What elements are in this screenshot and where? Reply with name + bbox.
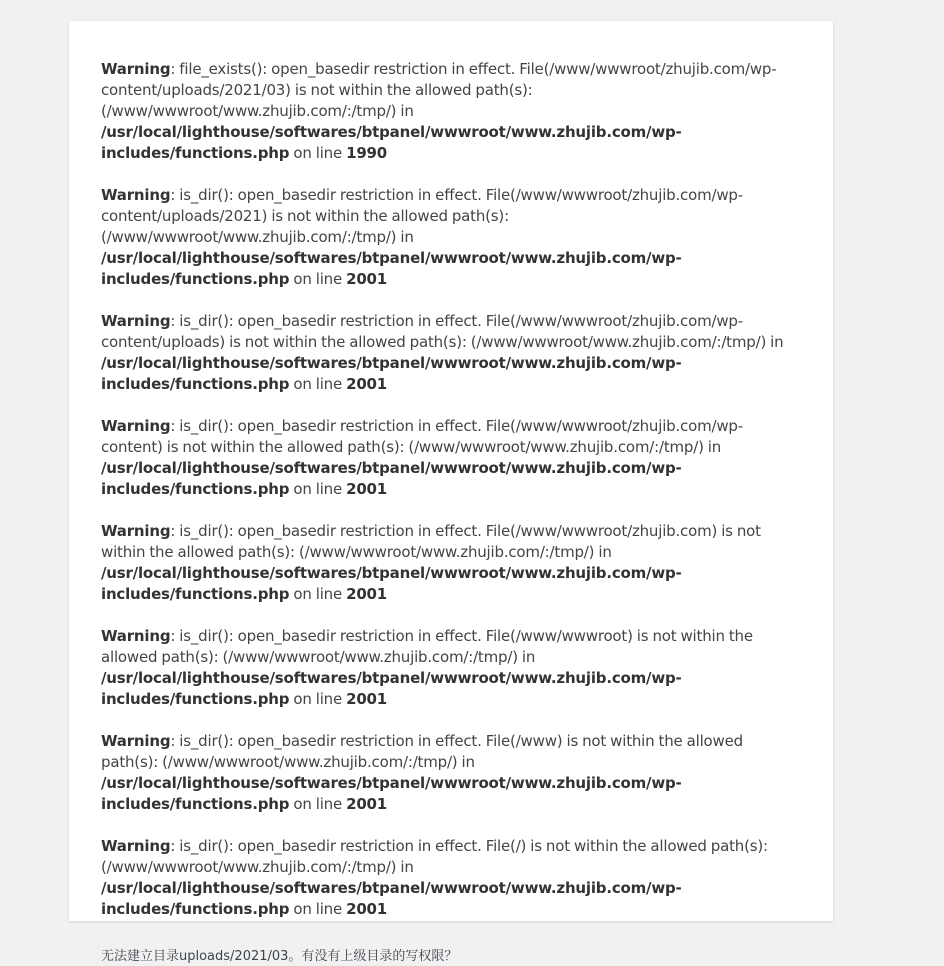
on-line-text: on line [289,585,347,603]
warning-message: : is_dir(): open_basedir restriction in effect. File(/www) is not within the allowed path(s): (/www/wwwroot/www.zhujib.com/:/tmp/) in [101,732,743,771]
warning-line-number: 2001 [346,270,388,288]
warning-file-path: /usr/local/lighthouse/softwares/btpanel/wwwroot/www.zhujib.com/wp-includes/functions.php [101,123,682,162]
php-warning [101,59,801,164]
warning-line-number: 2001 [346,690,388,708]
warning-line-number: 1990 [346,144,388,162]
warning-label: Warning [101,186,171,204]
warning-label: Warning [101,312,171,330]
php-warning [101,416,801,500]
warning-file-path: /usr/local/lighthouse/softwares/btpanel/wwwroot/www.zhujib.com/wp-includes/functions.php [101,354,682,393]
on-line-text: on line [289,270,347,288]
warning-message: : file_exists(): open_basedir restriction in effect. File(/www/wwwroot/zhujib.com/wp-content/uploads/2021/03) is not within the allowed path(s): (/www/wwwroot/www.zhujib.com/:/tmp/) in [101,60,777,120]
warning-file-path: /usr/local/lighthouse/softwares/btpanel/wwwroot/www.zhujib.com/wp-includes/functions.php [101,564,682,603]
php-warning [101,731,801,815]
php-warning [101,185,801,290]
warning-line-number: 2001 [346,900,388,918]
warning-line-number: 2001 [346,795,388,813]
warning-file-path: /usr/local/lighthouse/softwares/btpanel/wwwroot/www.zhujib.com/wp-includes/functions.php [101,249,682,288]
upload-error-message: 无法建立目录uploads/2021/03。有没有上级目录的写权限？ [101,949,458,964]
warning-file-path: /usr/local/lighthouse/softwares/btpanel/wwwroot/www.zhujib.com/wp-includes/functions.php [101,879,682,918]
on-line-text: on line [289,690,347,708]
warning-message: : is_dir(): open_basedir restriction in effect. File(/www/wwwroot/zhujib.com/wp-content/uploads) is not within the allowed path(s): (/www/wwwroot/www.zhujib.com/:/tmp/) in [101,312,784,351]
php-warning [101,311,801,395]
warning-message: : is_dir(): open_basedir restriction in effect. File(/www/wwwroot/zhujib.com/wp-content/uploads/2021) is not within the allowed path(s): (/www/wwwroot/www.zhujib.com/:/tmp/) in [101,186,743,246]
warning-line-number: 2001 [346,375,388,393]
php-warning [101,836,801,920]
warning-message: : is_dir(): open_basedir restriction in effect. File(/www/wwwroot/zhujib.com) is not within the allowed path(s): (/www/wwwroot/www.zhujib.com/:/tmp/) in [101,522,761,561]
warning-message: : is_dir(): open_basedir restriction in effect. File(/www/wwwroot/zhujib.com/wp-content) is not within the allowed path(s): (/www/wwwroot/www.zhujib.com/:/tmp/) in [101,417,743,456]
warning-label: Warning [101,522,171,540]
warning-label: Warning [101,732,171,750]
warning-file-path: /usr/local/lighthouse/softwares/btpanel/wwwroot/www.zhujib.com/wp-includes/functions.php [101,774,682,813]
on-line-text: on line [289,144,347,162]
on-line-text: on line [289,375,347,393]
warning-file-path: /usr/local/lighthouse/softwares/btpanel/wwwroot/www.zhujib.com/wp-includes/functions.php [101,459,682,498]
warning-label: Warning [101,837,171,855]
warning-message: : is_dir(): open_basedir restriction in effect. File(/) is not within the allowed path(s): (/www/wwwroot/www.zhujib.com/:/tmp/) in [101,837,768,876]
warning-label: Warning [101,417,171,435]
on-line-text: on line [289,900,347,918]
on-line-text: on line [289,480,347,498]
error-page-panel [69,21,833,964]
warning-line-number: 2001 [346,585,388,603]
warning-label: Warning [101,627,171,645]
warning-message: : is_dir(): open_basedir restriction in effect. File(/www/wwwroot) is not within the allowed path(s): (/www/wwwroot/www.zhujib.com/:/tmp/) in [101,627,753,666]
php-warning [101,521,801,605]
warning-file-path: /usr/local/lighthouse/softwares/btpanel/wwwroot/www.zhujib.com/wp-includes/functions.php [101,669,682,708]
warning-line-number: 2001 [346,480,388,498]
warning-label: Warning [101,60,171,78]
on-line-text: on line [289,795,347,813]
php-warning [101,626,801,710]
